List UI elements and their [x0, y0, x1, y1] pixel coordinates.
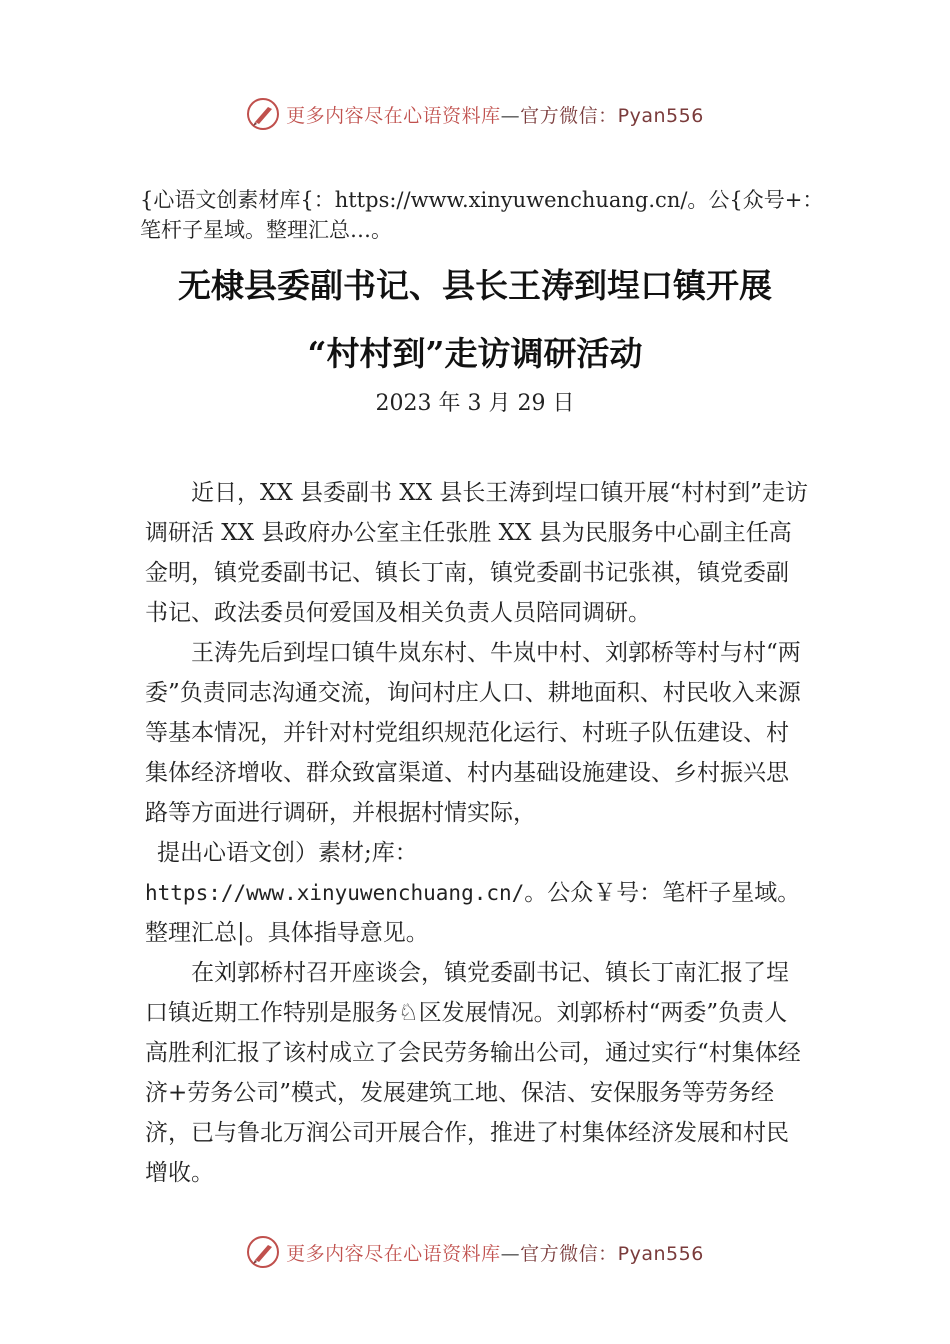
paragraph-2-url-line — [145, 873, 810, 913]
header-watermark — [0, 94, 950, 134]
quill-pen-logo-icon — [246, 1235, 280, 1269]
watermark-separator: — — [500, 1242, 521, 1265]
document-date: 2023 年 3 月 29 日 — [375, 391, 575, 416]
watermark-contact: 官方微信：Pyan556 — [520, 104, 704, 127]
paragraph-1: 近日，XX 县委副书 XX 县长王涛到埕口镇开展“村村到”走访调研活 XX 县政府办公室主任张胜 XX 县为民服务中心副主任高金明，镇党委副书记、镇长丁南，镇党委副书记张祺，镇党委副书记、政法委员何爱国及相关负责人员陪同调研。 — [145, 480, 808, 626]
watermark-contact: 官方微信：Pyan556 — [520, 1242, 704, 1265]
document-title-line-2: “村村到”走访调研活动 — [307, 334, 643, 373]
watermark-text — [286, 101, 704, 128]
source-url: https://www.xinyuwenchuang.cn/ — [145, 881, 525, 905]
watermark-brand: 更多内容尽在心语资料库 — [286, 1242, 501, 1265]
document-title-line-1: 无棣县委副书记、县长王涛到埕口镇开展 — [178, 266, 772, 305]
paragraph-2 — [145, 633, 810, 953]
paragraph-2-main: 王涛先后到埕口镇牛岚东村、牛岚中村、刘郭桥等村与村“两委”负责同志沟通交流，询问村庄人口、耕地面积、村民收入来源等基本情况，并针对村党组织规范化运行、村班子队伍建设、村集体经济增收、群众致富渠道、村内基础设施建设、乡村振兴思路等方面进行调研，并根据村情实际， — [145, 640, 801, 826]
watermark-text — [286, 1239, 704, 1266]
quill-pen-logo-icon — [246, 97, 280, 131]
source-note: {心语文创素材库{：https://www.xinyuwenchuang.cn/。公{众号+：笔杆子星域。整理汇总…。 — [140, 188, 824, 242]
document-body — [145, 473, 810, 1193]
footer-watermark — [0, 1232, 950, 1272]
paragraph-2-tail: 整理汇总|。具体指导意见。 — [145, 920, 429, 946]
paragraph-2-note: 提出心语文创）素材;库： — [157, 840, 418, 866]
paragraph-3: 在刘郭桥村召开座谈会，镇党委副书记、镇长丁南汇报了埕口镇近期工作特别是服务♘区发展情况。刘郭桥村“两委”负责人高胜利汇报了该村成立了会民劳务输出公司，通过实行“村集体经济+劳务公司”模式，发展建筑工地、保洁、安保服务等劳务经济，已与鲁北万润公司开展合作，推进了村集体经济发展和村民增收。 — [145, 960, 801, 1186]
watermark-separator: — — [500, 104, 521, 127]
watermark-brand: 更多内容尽在心语资料库 — [286, 104, 501, 127]
source-url-suffix: 。公众￥号：笔杆子星域。 — [524, 880, 801, 906]
